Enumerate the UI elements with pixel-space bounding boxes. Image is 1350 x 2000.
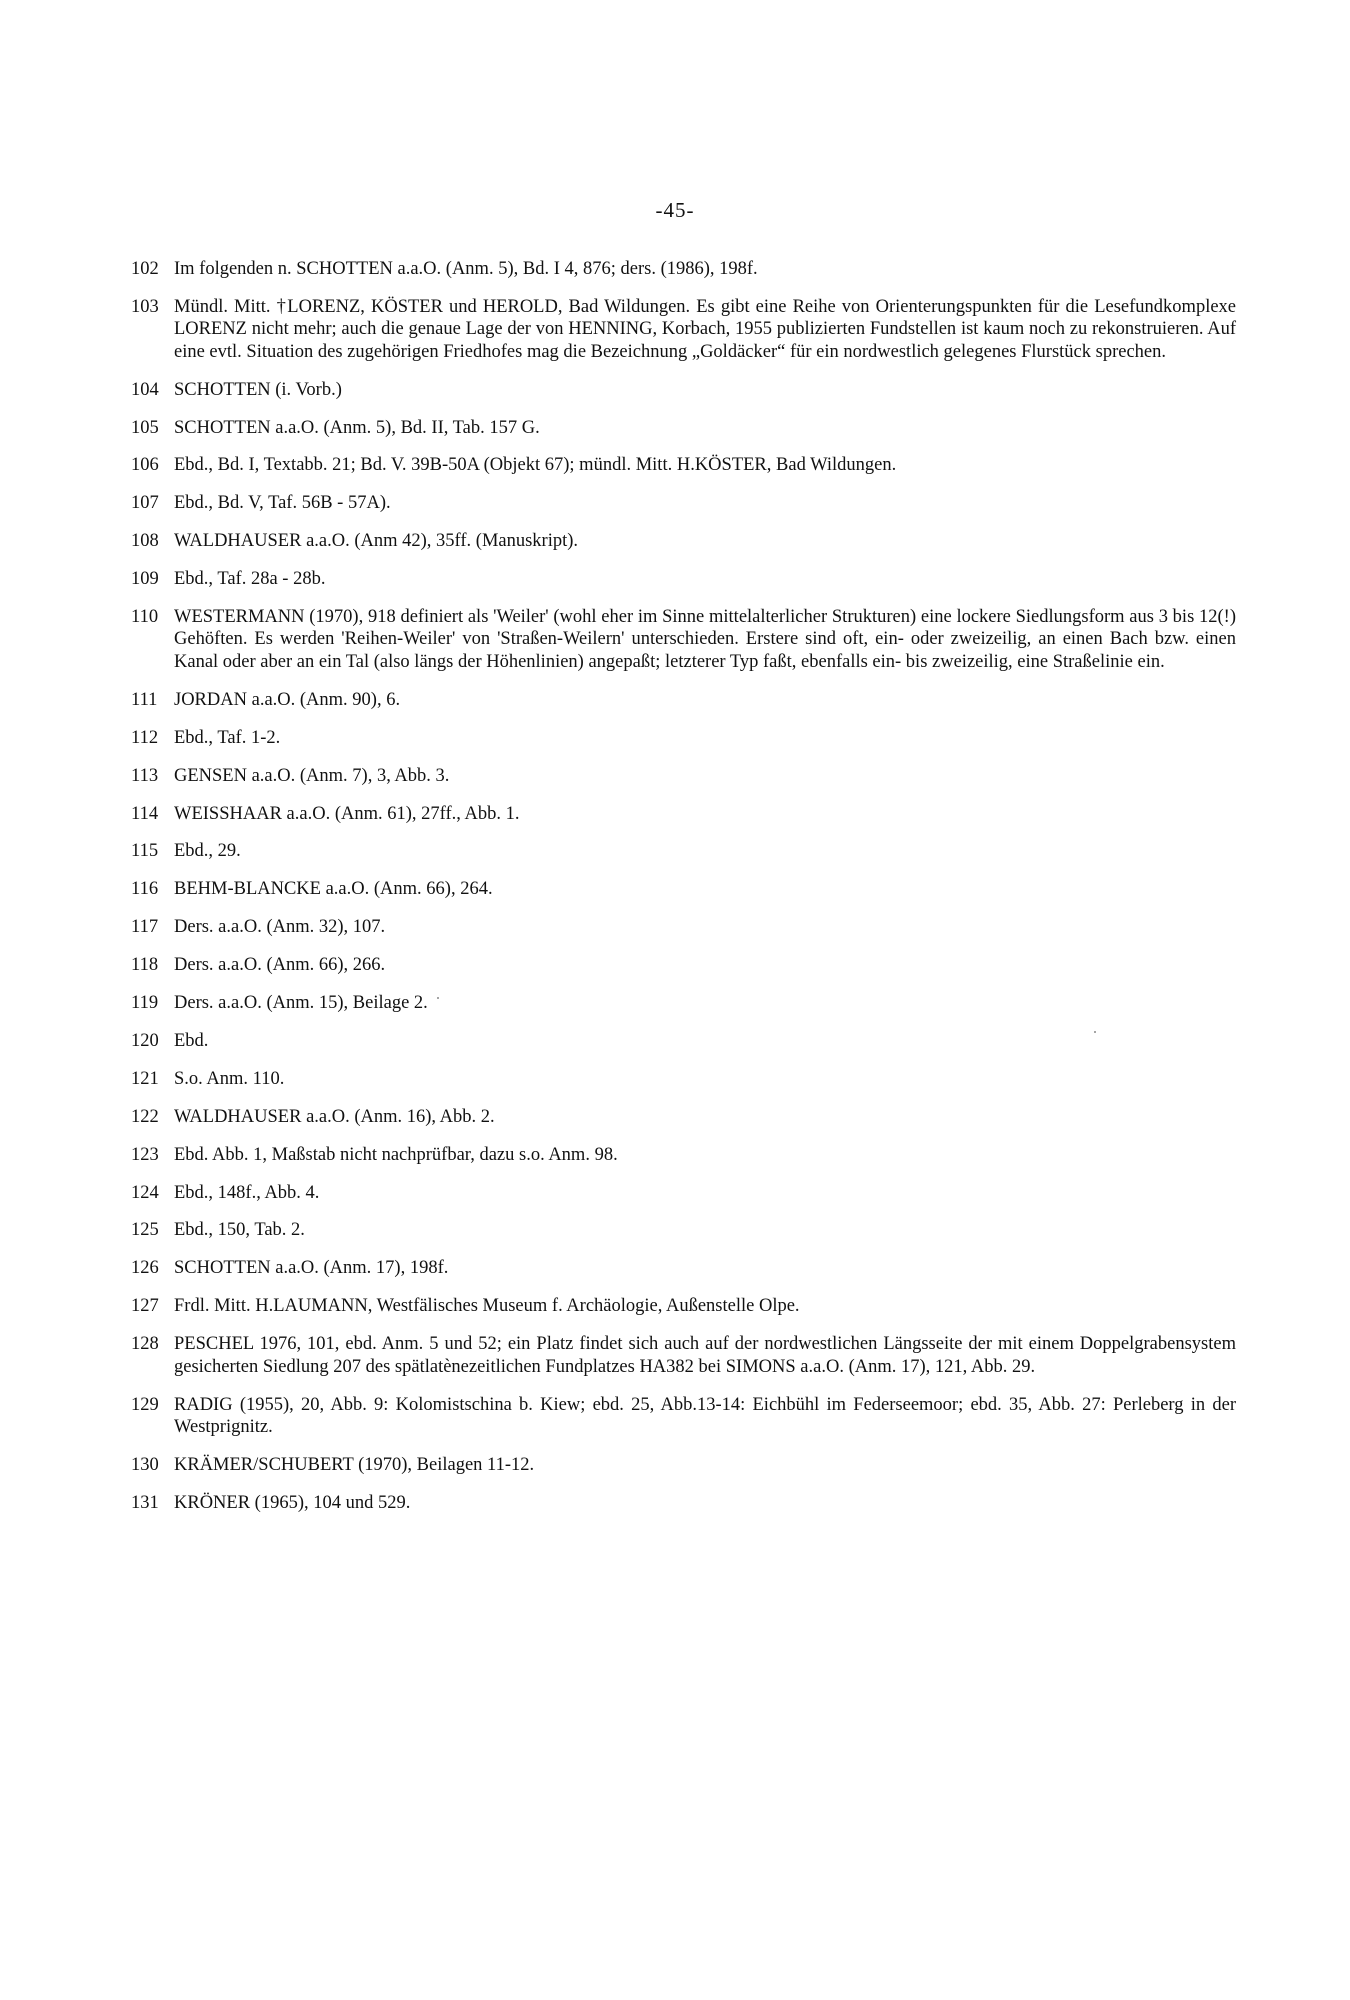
footnote-number: 103 (131, 296, 159, 317)
footnote-text: Frdl. Mitt. H.LAUMANN, Westfälisches Museum f. Archäologie, Außenstelle Olpe. (174, 1296, 800, 1317)
footnote (131, 1030, 1236, 1052)
footnote (131, 530, 1236, 552)
footnote-text: Ders. a.a.O. (Anm. 32), 107. (174, 917, 386, 938)
footnote-text: Ebd., 148f., Abb. 4. (174, 1182, 320, 1203)
footnote (131, 954, 1236, 976)
footnote-number: 124 (131, 1182, 159, 1203)
footnote-text: Ebd. (174, 1030, 209, 1051)
footnote-number: 131 (131, 1492, 159, 1513)
footnote-text: SCHOTTEN (i. Vorb.) (174, 379, 342, 400)
footnote-text: SCHOTTEN a.a.O. (Anm. 5), Bd. II, Tab. 157 G. (174, 417, 540, 438)
footnote (131, 606, 1236, 673)
footnote-number: 106 (131, 455, 159, 476)
footnote (131, 727, 1236, 749)
footnote (131, 1068, 1236, 1090)
footnote-number: 116 (131, 879, 159, 900)
footnote (131, 258, 1236, 280)
footnote-text: Ebd., Taf. 1-2. (174, 727, 281, 748)
footnote (131, 803, 1236, 825)
footnote-text: Im folgenden n. SCHOTTEN a.a.O. (Anm. 5), Bd. I 4, 876; ders. (1986), 198f. (174, 259, 758, 279)
footnote-text: BEHM-BLANCKE a.a.O. (Anm. 66), 264. (174, 879, 493, 900)
footnote-text: JORDAN a.a.O. (Anm. 90), 6. (174, 689, 401, 710)
footnote-text: RADIG (1955), 20, Abb. 9: Kolomistschina b. Kiew; ebd. 25, Abb.13-14: Eichbühl im Federseemoor; ebd. 35, Abb. 27: Perleberg in der Westprignitz. (174, 1394, 1236, 1437)
footnote-text: S.o. Anm. 110. (174, 1068, 285, 1089)
footnote-number: 115 (131, 841, 159, 862)
footnote (131, 1106, 1236, 1128)
footnote-text: Ebd., 150, Tab. 2. (174, 1220, 305, 1241)
footnote (131, 417, 1236, 439)
footnote (131, 1219, 1236, 1241)
footnote (131, 878, 1236, 900)
footnote-text: WEISSHAAR a.a.O. (Anm. 61), 27ff., Abb. 1. (174, 803, 520, 824)
footnote-text: Mündl. Mitt. †LORENZ, KÖSTER und HEROLD, Bad Wildungen. Es gibt eine Reihe von Orienterungspunkten für die Lesefundkomplexe LORENZ nicht mehr; auch die genaue Lage der von HENNING, Korbach, 1955 publizierten Fundstellen ist kaum noch zu rekonstruieren. Auf eine evtl. Situation des zugehörigen Friedhofes mag die Bezeichnung „Goldäcker“ für ein nordwestlich gelegenes Flurstück sprechen. (174, 296, 1236, 362)
footnote-number: 125 (131, 1220, 159, 1241)
footnote-number: 127 (131, 1296, 159, 1317)
footnote (131, 765, 1236, 787)
footnote-number: 128 (131, 1334, 159, 1355)
footnote-number: 118 (131, 955, 159, 976)
footnote (131, 689, 1236, 711)
footnote (131, 454, 1236, 476)
footnote-text: Ebd. Abb. 1, Maßstab nicht nachprüfbar, dazu s.o. Anm. 98. (174, 1144, 618, 1165)
footnote (131, 992, 1236, 1014)
footnote-number: 126 (131, 1258, 159, 1279)
scan-speck (437, 997, 439, 999)
footnote-number: 111 (131, 689, 158, 710)
footnote-text: Ebd., Bd. I, Textabb. 21; Bd. V. 39B-50A (Objekt 67); mündl. Mitt. H.KÖSTER, Bad Wildungen. (174, 455, 897, 476)
footnote-number: 109 (131, 569, 159, 590)
footnotes-list (131, 258, 1236, 1530)
footnote-text: Ebd., Taf. 28a - 28b. (174, 569, 326, 590)
footnote-number: 113 (131, 765, 159, 786)
footnote (131, 1295, 1236, 1317)
footnote-number: 130 (131, 1454, 159, 1475)
footnote-number: 102 (131, 259, 159, 279)
footnote-text: WALDHAUSER a.a.O. (Anm. 16), Abb. 2. (174, 1106, 495, 1127)
footnote-text: GENSEN a.a.O. (Anm. 7), 3, Abb. 3. (174, 765, 450, 786)
footnote (131, 1182, 1236, 1204)
footnote (131, 296, 1236, 363)
footnote-number: 123 (131, 1144, 159, 1165)
page-number: -45- (655, 198, 695, 222)
footnote (131, 1394, 1236, 1439)
footnote-number: 114 (131, 803, 159, 824)
footnote (131, 1144, 1236, 1166)
footnote-number: 121 (131, 1068, 159, 1089)
footnote (131, 379, 1236, 401)
footnote (131, 840, 1236, 862)
footnote (131, 916, 1236, 938)
scan-speck (1094, 1031, 1096, 1033)
footnote-number: 119 (131, 993, 159, 1014)
footnote-number: 122 (131, 1106, 159, 1127)
footnote-text: Ebd., Bd. V, Taf. 56B - 57A). (174, 493, 391, 514)
footnote-number: 112 (131, 727, 159, 748)
footnote-text: KRÖNER (1965), 104 und 529. (174, 1492, 411, 1513)
footnote (131, 1492, 1236, 1514)
footnote-number: 129 (131, 1394, 159, 1415)
footnote-number: 104 (131, 379, 159, 400)
footnote (131, 568, 1236, 590)
footnote (131, 1257, 1236, 1279)
footnote-text: WESTERMANN (1970), 918 definiert als 'Weiler' (wohl eher im Sinne mittelalterlicher Strukturen) eine lockere Siedlungsform aus 3 bis 12(!) Gehöften. Es werden 'Reihen-Weiler' von 'Straßen-Weilern' unterschieden. Erstere sind oft, ein- oder zweizeilig, an einen Bach bzw. einen Kanal oder aber an ein Tal (also längs der Höhenlinien) angepaßt; letzterer Typ faßt, ebenfalls ein- bis zweizeilig, eine Straßelinie ein. (174, 607, 1236, 672)
footnote-text: Ders. a.a.O. (Anm. 66), 266. (174, 955, 386, 976)
footnote-number: 108 (131, 531, 159, 552)
footnote-number: 117 (131, 917, 159, 938)
footnote-text: Ders. a.a.O. (Anm. 15), Beilage 2. (174, 993, 428, 1014)
footnote-text: WALDHAUSER a.a.O. (Anm 42), 35ff. (Manuskript). (174, 531, 579, 552)
footnote (131, 492, 1236, 514)
footnote-text: Ebd., 29. (174, 841, 241, 862)
footnote-text: KRÄMER/SCHUBERT (1970), Beilagen 11-12. (174, 1454, 535, 1475)
footnote (131, 1333, 1236, 1378)
footnote (131, 1454, 1236, 1476)
footnote-number: 110 (131, 607, 159, 628)
footnote-number: 120 (131, 1030, 159, 1051)
footnote-number: 105 (131, 417, 159, 438)
footnote-text: PESCHEL 1976, 101, ebd. Anm. 5 und 52; ein Platz findet sich auch auf der nordwestlichen Längsseite der mit einem Doppelgrabensystem gesicherten Siedlung 207 des spätlatènezeitlichen Fundplatzes HA382 bei SIMONS a.a.O. (Anm. 17), 121, Abb. 29. (174, 1334, 1236, 1377)
footnote-number: 107 (131, 493, 159, 514)
footnote-text: SCHOTTEN a.a.O. (Anm. 17), 198f. (174, 1258, 449, 1279)
